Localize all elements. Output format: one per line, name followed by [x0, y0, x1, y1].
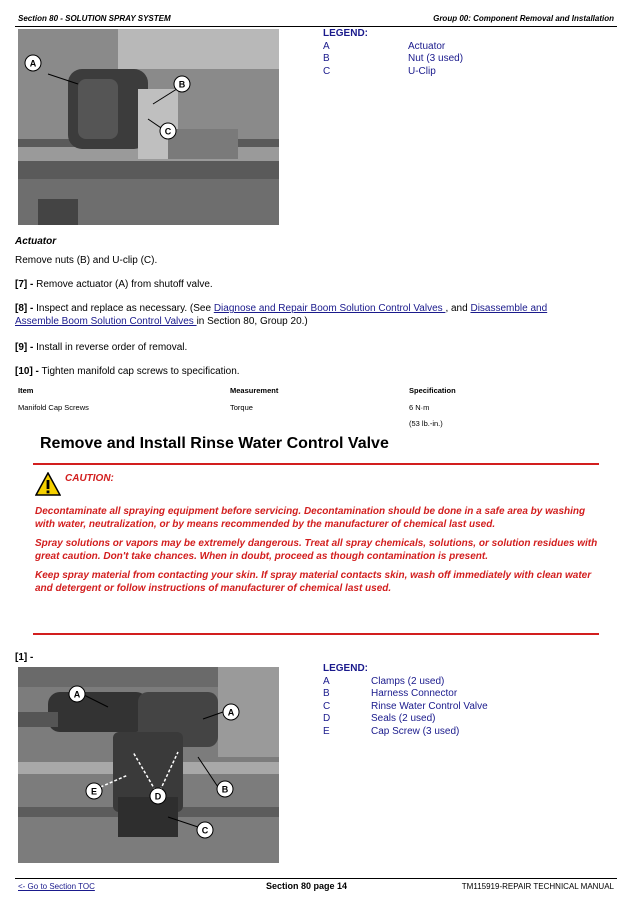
- diagnose-repair-link[interactable]: Diagnose and Repair Boom Solution Control Valves: [213, 303, 446, 314]
- disassemble-assemble-link[interactable]: Disassemble and: [470, 303, 548, 314]
- step-text: Install in reverse order of removal.: [33, 342, 188, 353]
- caution-bottom-rule: [33, 633, 599, 635]
- caution-top-rule: [33, 463, 599, 465]
- step-8: [15, 302, 615, 328]
- legend-actuator: [323, 28, 603, 78]
- caution-paragraph: Keep spray material from contacting your skin. If spray material contacts skin, wash off immediately with clean water and detergent or follow instructions of manufacturer of chemical last used.: [35, 570, 592, 594]
- page-header: [18, 12, 614, 26]
- step-number: [7] -: [15, 279, 34, 290]
- step-text: Tighten manifold cap screws to specification.: [38, 366, 240, 377]
- caution-paragraph: Decontaminate all spraying equipment before servicing. Decontamination should be done in a safe area by washing with water, neutralization, or by means recommended by the manufacturer of chemical last used.: [35, 506, 586, 530]
- spec-header-item: Item: [18, 386, 34, 395]
- legend-key: C: [323, 700, 331, 712]
- step-7: [15, 278, 213, 291]
- step-number: [9] -: [15, 342, 34, 353]
- step-number: [10] -: [15, 366, 39, 377]
- photo1-callout-b: B: [178, 79, 186, 90]
- legend-key: B: [323, 688, 330, 699]
- legend-key: A: [323, 675, 330, 687]
- legend-row: [323, 41, 603, 54]
- legend-label: Cap Screw (3 used): [371, 725, 460, 737]
- warning-icon: [35, 472, 61, 496]
- step-number: [8] -: [15, 303, 34, 314]
- legend-row: [323, 701, 603, 714]
- step-remove-nuts: Remove nuts (B) and U-clip (C).: [15, 255, 158, 266]
- legend-row: [323, 688, 603, 701]
- legend-row: [323, 66, 603, 79]
- legend-rinse-valve: [323, 663, 603, 738]
- go-to-section-toc-link[interactable]: <- Go to Section TOC: [18, 882, 95, 891]
- legend-label: Rinse Water Control Valve: [371, 700, 488, 712]
- step-text: , and: [445, 303, 471, 314]
- footer-page-number: Section 80 page 14: [266, 881, 348, 891]
- footer-rule: [15, 878, 617, 879]
- header-rule: [15, 26, 617, 27]
- photo2-callout-c: C: [201, 825, 209, 836]
- photo2-callout-e: E: [90, 786, 98, 797]
- spec-cell-spec-alt: (53 lb.-in.): [409, 419, 443, 428]
- photo2-callout-a2: A: [227, 707, 235, 718]
- step-text: in Section 80, Group 20.): [196, 316, 308, 327]
- legend-key: A: [323, 40, 330, 52]
- spec-cell-measurement: Torque: [230, 403, 253, 412]
- legend-label: Harness Connector: [371, 688, 458, 699]
- caution-label: CAUTION:: [65, 473, 114, 484]
- legend-title: LEGEND:: [323, 663, 368, 674]
- header-section: Section 80 - SOLUTION SPRAY SYSTEM: [18, 14, 171, 23]
- caution-paragraph: Spray solutions or vapors may be extremely dangerous. Treat all spray chemicals, solutions, or solution residues with great caution. Don't take chances. When in doubt, proceed as though contamination is present.: [35, 538, 598, 562]
- rinse-valve-photo: [18, 667, 279, 863]
- legend-key: B: [323, 53, 330, 64]
- legend-row: [323, 53, 603, 66]
- step-text: Remove actuator (A) from shutoff valve.: [33, 279, 213, 290]
- photo1-callout-a: A: [29, 58, 37, 69]
- photo2-callout-b: B: [221, 784, 229, 795]
- spec-cell-item: Manifold Cap Screws: [18, 403, 89, 412]
- header-group: Group 00: Component Removal and Installation: [433, 14, 614, 23]
- legend-key: C: [323, 65, 331, 77]
- photo2-callout-a1: A: [73, 689, 81, 700]
- step-10: [15, 365, 240, 378]
- step-1: [1] -: [15, 652, 34, 663]
- spec-header-measurement: Measurement: [230, 386, 279, 395]
- step-text: Inspect and replace as necessary. (See: [33, 303, 214, 314]
- legend-label: Nut (3 used): [408, 53, 464, 64]
- actuator-heading: Actuator: [15, 236, 57, 247]
- step-9: [15, 341, 187, 354]
- legend-row: [323, 726, 603, 739]
- actuator-photo: [18, 29, 279, 225]
- legend-label: Seals (2 used): [371, 713, 436, 724]
- actuator-photo-drawing: [18, 29, 279, 225]
- legend-key: D: [323, 713, 331, 724]
- legend-label: Clamps (2 used): [371, 675, 445, 687]
- spec-cell-spec: 6 N·m: [409, 403, 430, 412]
- spec-table: [18, 386, 618, 431]
- legend-title: LEGEND:: [323, 28, 368, 39]
- legend-row: [323, 713, 603, 726]
- footer-document-id: TM115919-REPAIR TECHNICAL MANUAL: [461, 882, 614, 891]
- section-title: Remove and Install Rinse Water Control Valve: [40, 435, 389, 452]
- photo2-callout-d: D: [154, 791, 162, 802]
- caution-text: [35, 505, 600, 601]
- legend-key: E: [323, 725, 330, 737]
- legend-row: [323, 676, 603, 689]
- photo1-callout-c: C: [164, 126, 172, 137]
- disassemble-assemble-link-cont[interactable]: Assemble Boom Solution Control Valves: [15, 316, 197, 327]
- rinse-valve-photo-drawing: [18, 667, 279, 863]
- legend-label: U-Clip: [408, 65, 436, 77]
- legend-label: Actuator: [408, 40, 446, 52]
- spec-header-specification: Specification: [409, 386, 456, 395]
